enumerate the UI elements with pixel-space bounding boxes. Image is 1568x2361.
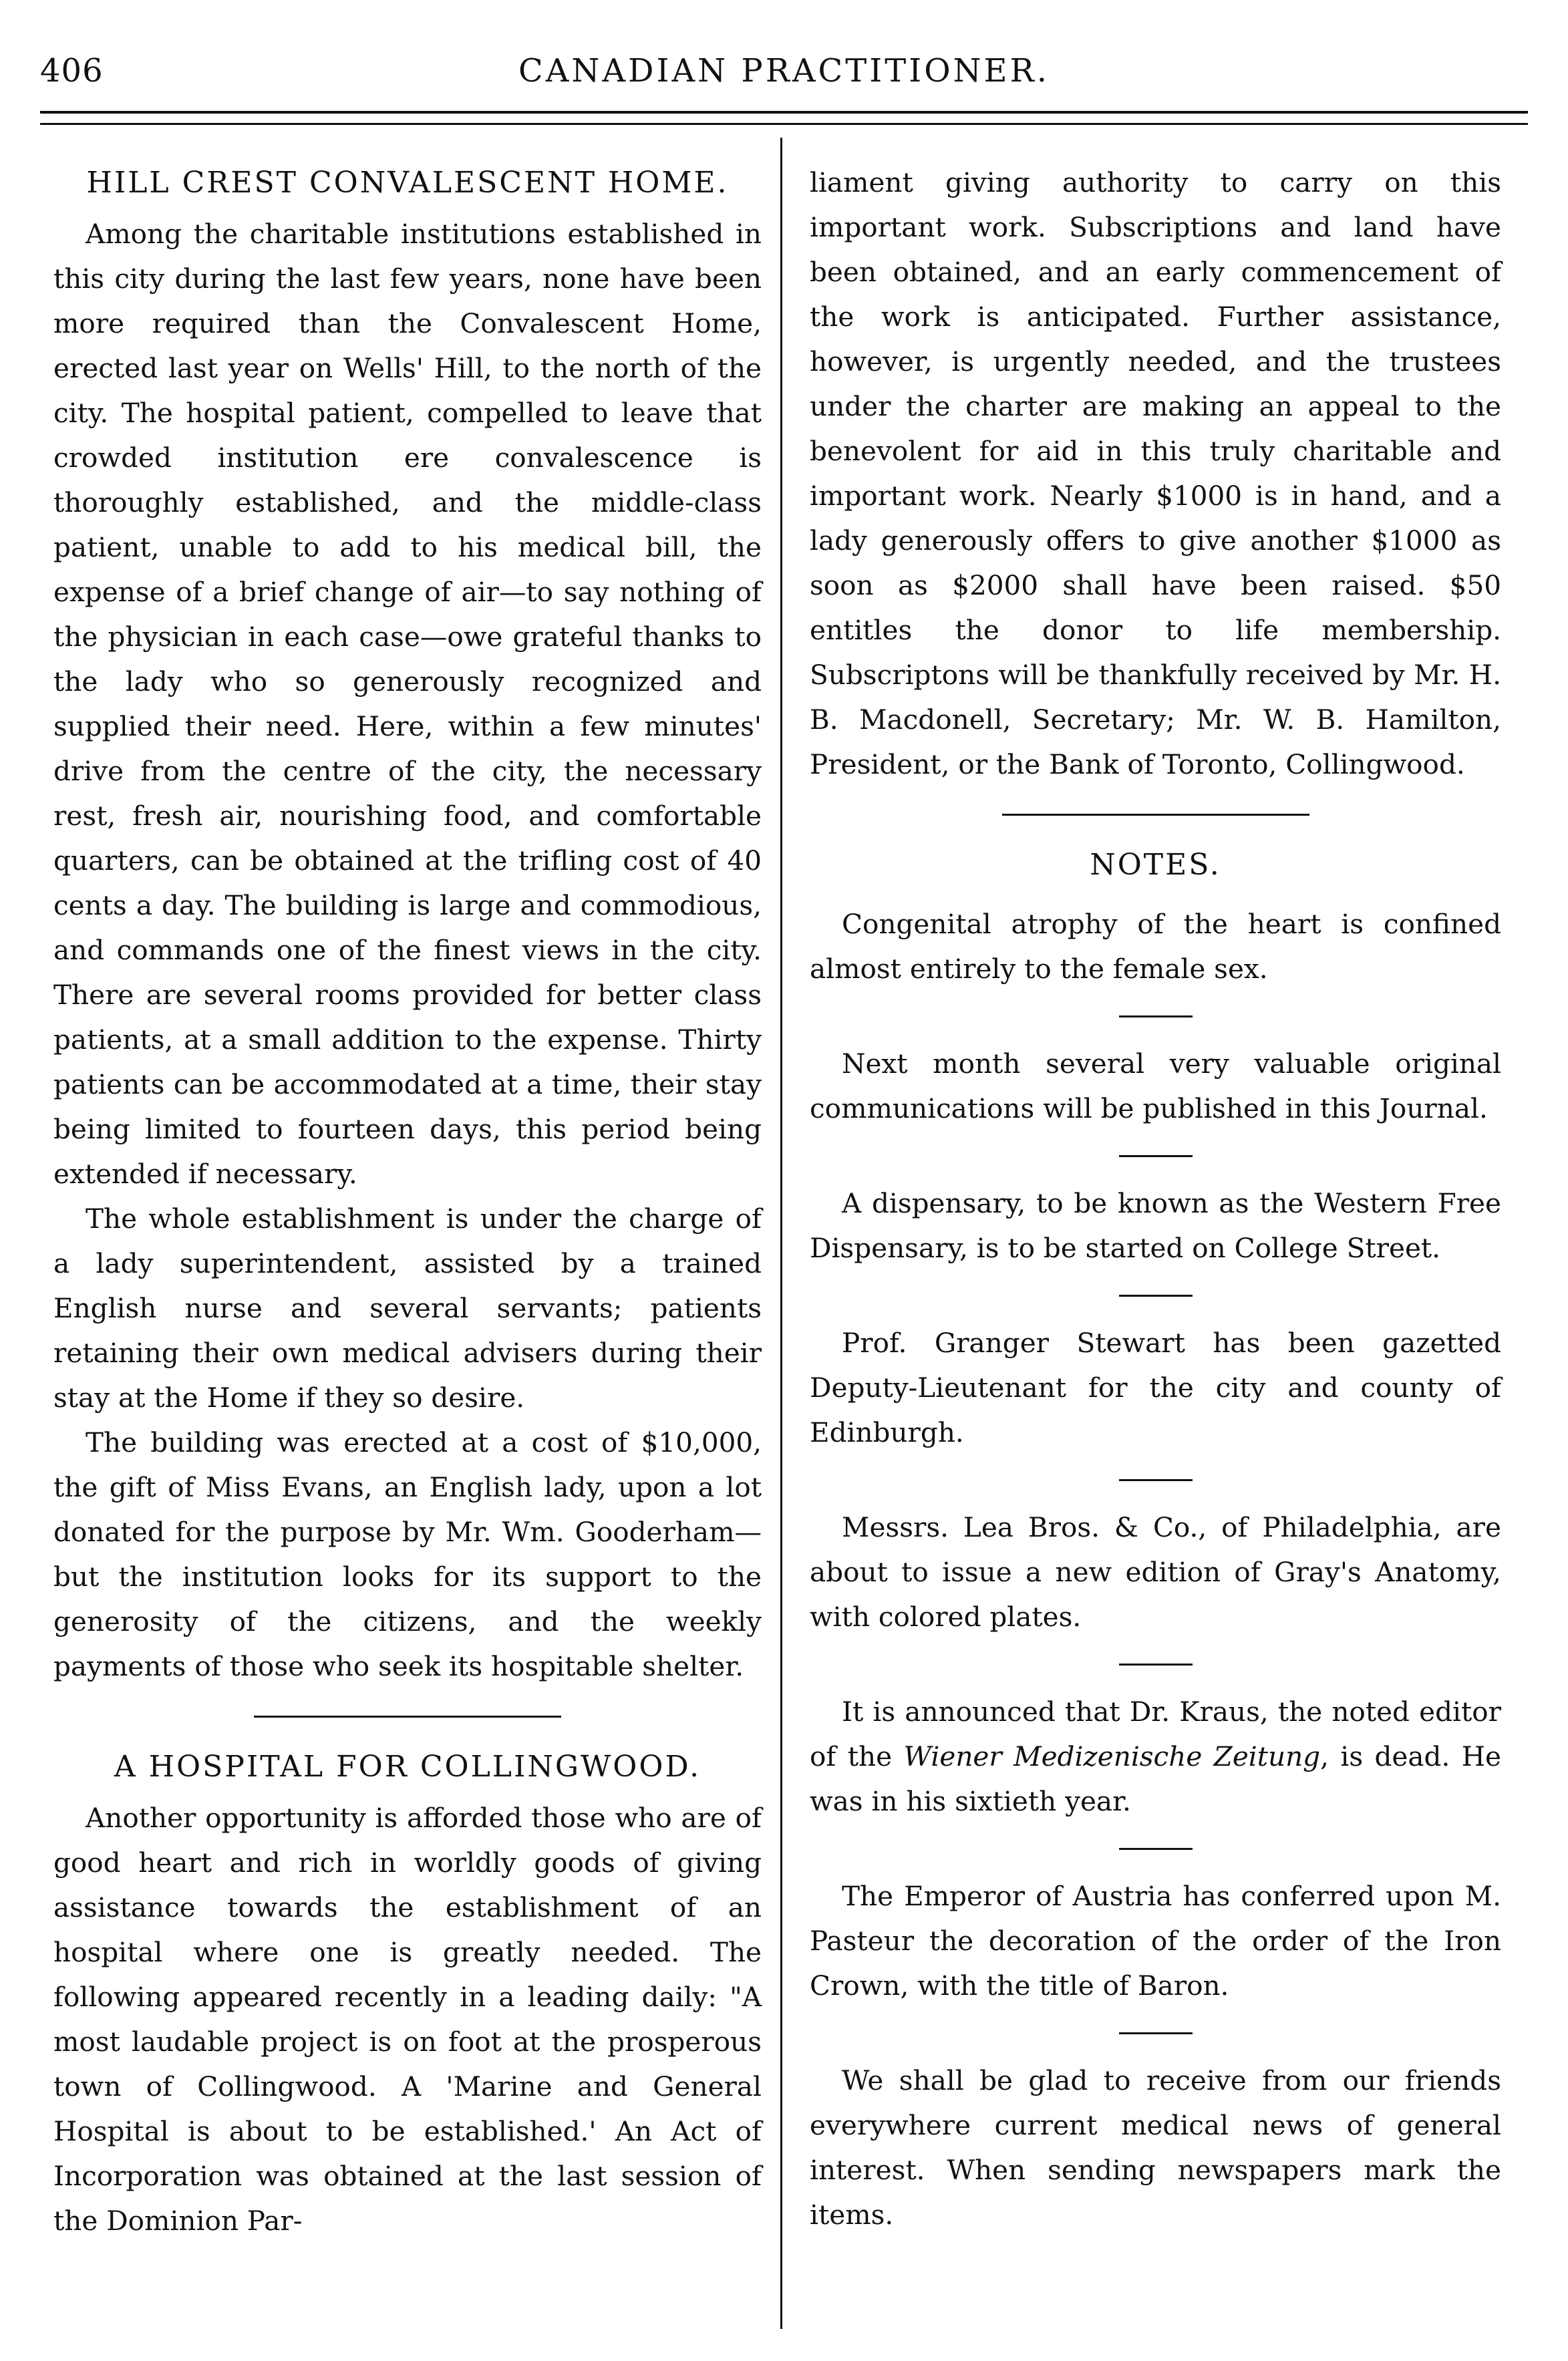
note-divider <box>1119 1015 1193 1017</box>
article-continuation: liament giving authority to carry on this important work. Subscriptions and land have been obtained, and an early commencement of the work is anticipated. Further assistance, however, is urgently needed, and the trustees under the charter are making an appeal to the benevolent for aid in this truly charitable and important work. Nearly $1000 is in hand, and a lady generously offers to give another $1000 as soon as $2000 shall have been raised. $50 entitles the donor to life membership. Subscriptons will be thankfully received by Mr. H. B. Macdonell, Secretary; Mr. W. B. Hamilton, President, or the Bank of Toronto, Collingwood. <box>810 166 1501 780</box>
section-divider <box>254 1716 561 1718</box>
right-column <box>810 160 1501 2237</box>
article-paragraph: Among the charitable institutions established in this city during the last few years, none have been more required than the Convalescent Home, erected last year on Wells' Hill, to the north of the city. The hospital patient, compelled to leave that crowded institution ere convalescence is thoroughly established, and the middle-class patient, unable to add to his medical bill, the expense of a brief change of air—to say nothing of the physician in each case—owe grateful thanks to the lady who so generously recognized and supplied their need. Here, within a few minutes' drive from the centre of the city, the necessary rest, fresh air, nourishing food, and comfortable quarters, can be obtained at the trifling cost of 40 cents a day. The building is large and commodious, and commands one of the finest views in the city. There are several rooms provided for better class patients, at a small addition to the expense. Thirty patients can be accommodated at a time, their stay being limited to fourteen days, this period being extended if necessary. <box>53 218 762 1190</box>
note-divider <box>1119 2032 1193 2034</box>
note-text: It is announced that Dr. Kraus, the noted editor of the <box>810 1696 1501 1772</box>
section-divider <box>1002 814 1309 816</box>
note-item: Next month several very valuable original communications will be published in this Journal. <box>810 1048 1501 1124</box>
header-rule-thin <box>40 123 1528 125</box>
note-item: We shall be glad to receive from our friends everywhere current medical news of general interest. When sending newspapers mark the items. <box>810 2064 1501 2231</box>
article-title-collingwood: A HOSPITAL FOR COLLINGWOOD. <box>114 1750 701 1784</box>
article-paragraph: Another opportunity is afforded those who are of good heart and rich in worldly goods of giving assistance towards the establishment of an hospital where one is greatly needed. The following appeared recently in a leading daily: "A most laudable project is on foot at the prosperous town of Collingwood. A 'Marine and General Hospital is about to be established.' An Act of Incorporation was obtained at the last session of the Dominion Par- <box>53 1802 762 2237</box>
journal-name: Wiener Medizenische Zeitung <box>903 1740 1321 1772</box>
page-number: 406 <box>40 52 104 90</box>
note-item: Prof. Granger Stewart has been gazetted Deputy-Lieutenant for the city and county of Edinburgh. <box>810 1327 1501 1448</box>
column-divider <box>780 138 782 2329</box>
note-item: Congenital atrophy of the heart is confined almost entirely to the female sex. <box>810 908 1501 985</box>
note-divider <box>1119 1155 1193 1157</box>
article-paragraph: The building was erected at a cost of $10,000, the gift of Miss Evans, an English lady, upon a lot donated for the purpose by Mr. Wm. Gooderham—but the institution looks for its support to the generosity of the citizens, and the weekly payments of those who seek its hospitable shelter. <box>53 1426 762 1682</box>
note-divider <box>1119 1479 1193 1481</box>
header-rule-thick <box>40 111 1528 114</box>
note-item-kraus <box>810 1690 1501 1824</box>
left-column <box>53 160 762 2243</box>
note-divider <box>1119 1664 1193 1666</box>
article-title-hill-crest: HILL CREST CONVALESCENT HOME. <box>86 166 729 200</box>
note-divider <box>1119 1848 1193 1850</box>
note-item: A dispensary, to be known as the Western Free Dispensary, is to be started on College Street. <box>810 1187 1501 1264</box>
note-item: Messrs. Lea Bros. & Co., of Philadelphia, are about to issue a new edition of Gray's Anatomy, with colored plates. <box>810 1511 1501 1633</box>
note-item: The Emperor of Austria has conferred upon M. Pasteur the decoration of the order of the Iron Crown, with the title of Baron. <box>810 1880 1501 2002</box>
journal-title: CANADIAN PRACTITIONER. <box>518 52 1050 90</box>
article-paragraph: The whole establishment is under the charge of a lady superintendent, assisted by a trained English nurse and several servants; patients retaining their own medical advisers during their stay at the Home if they so desire. <box>53 1203 762 1414</box>
note-text: , is dead. He was in his sixtieth year. <box>810 1740 1501 1817</box>
notes-title: NOTES. <box>1090 848 1221 882</box>
note-divider <box>1119 1295 1193 1297</box>
running-head <box>40 52 1528 119</box>
